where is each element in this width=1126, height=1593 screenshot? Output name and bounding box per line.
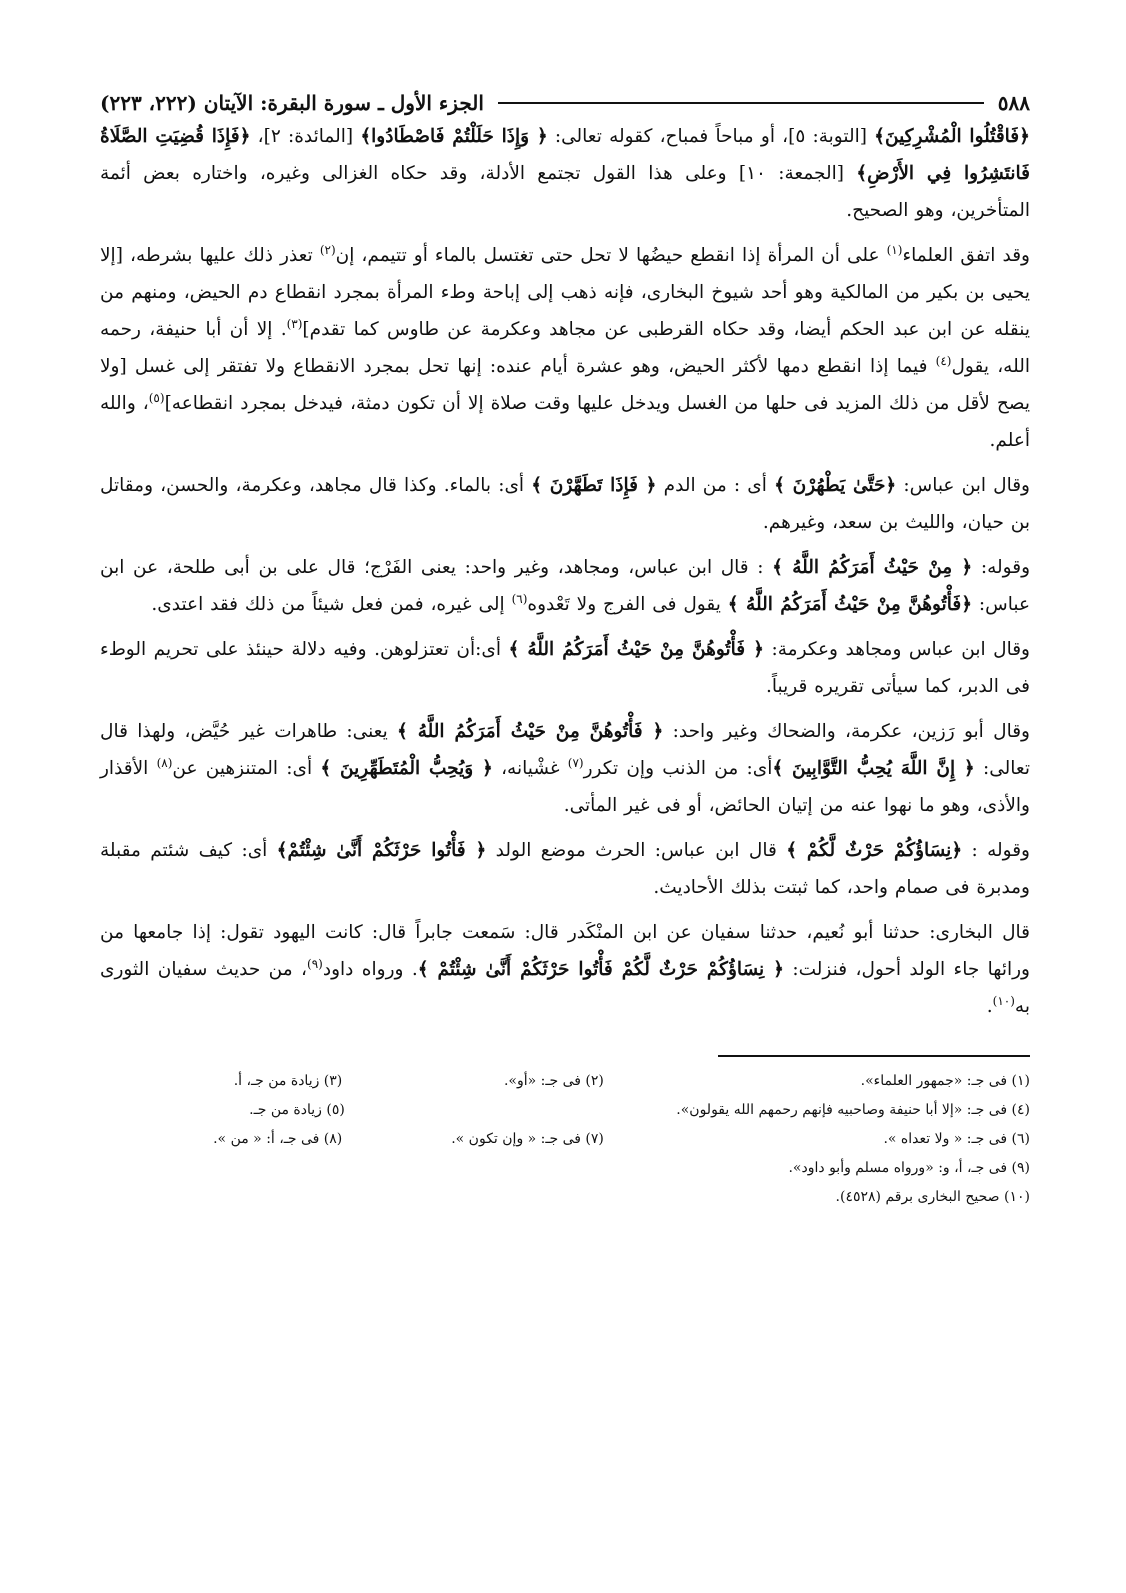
- quran-verse: ﴿حَتَّىٰ يَطْهُرْنَ ﴾: [774, 475, 897, 496]
- book-page: [100, 88, 1030, 1212]
- paragraph-8: [100, 914, 1030, 1025]
- text-run: وقال ابن عباس ومجاهد وعكرمة:: [764, 639, 1030, 660]
- paragraph-1: [100, 118, 1030, 229]
- footnote-row: [100, 1154, 1030, 1183]
- quran-verse: ﴿ مِنْ حَيْثُ أَمَرَكُمُ اللَّهُ ﴾: [772, 557, 973, 578]
- footnote-7: (٧) فى جـ: « وإن تكون ».: [451, 1131, 604, 1147]
- text-run: أى: بالماء. وكذا قال مجاهد، وعكرمة، والحسن، ومقاتل بن حيان، والليث بن سعد، وغيرهم.: [100, 475, 1030, 533]
- text-run: يعنى: طاهرات غير حُيَّض، ولهذا قال تعالى:: [100, 721, 1030, 779]
- footnote-ref: (٧): [567, 755, 584, 770]
- text-run: [الجمعة: ١٠] وعلى هذا القول تجتمع الأدلة، وقد حكاه الغزالى وغيره، واختاره بعض أئمة المتأخرين، وهو الصحيح.: [100, 163, 1030, 221]
- quran-verse: ﴿ نِسَاؤُكُمْ حَرْثٌ لَّكُمْ فَأْتُوا حَرْثَكُمْ أَنَّىٰ شِئْتُمْ ﴾: [417, 959, 784, 980]
- footnote-ref: (١): [886, 242, 903, 257]
- quran-verse: ﴿ فَأْتُوا حَرْثَكُمْ أَنَّىٰ شِئْتُمْ﴾: [276, 840, 487, 861]
- footnote-10: (١٠) صحيح البخارى برقم (٤٥٢٨).: [835, 1189, 1030, 1205]
- footnote-ref: (٦): [511, 591, 528, 606]
- footnote-9: (٩) فى جـ، أ، و: «ورواه مسلم وأبو داود».: [788, 1160, 1030, 1176]
- quran-verse: ﴿ إِنَّ اللَّهَ يُحِبُّ التَّوَّابِينَ ﴾: [772, 758, 975, 779]
- footnote-row: [100, 1125, 1030, 1154]
- footnote-3: (٣) زيادة من جـ، أ.: [233, 1073, 343, 1089]
- footnote-separator: [718, 1055, 1030, 1057]
- text-run: وقال ابن عباس:: [896, 475, 1030, 496]
- footnote-1: (١) فى جـ: «جمهور العلماء».: [860, 1073, 1030, 1089]
- text-run: ، من حديث سفيان الثورى به: [100, 959, 1030, 1017]
- footnote-ref: (١٠): [992, 993, 1015, 1008]
- text-run: [المائدة: ٢]،: [250, 126, 361, 147]
- footnote-row: [100, 1183, 1030, 1212]
- footnote-2: (٢) فى جـ: «أو».: [503, 1073, 604, 1089]
- text-run: . ورواه داود: [322, 959, 418, 980]
- footnote-4: (٤) فى جـ: «إلا أبا حنيفة وصاحبيه فإنهم رحمهم الله يقولون».: [676, 1102, 1030, 1118]
- paragraph-4: [100, 549, 1030, 623]
- text-run: أى: كيف شئتم مقبلة ومدبرة فى صمام واحد، كما ثبتت بذلك الأحاديث.: [100, 840, 1030, 898]
- text-run: فيما إذا انقطع دمها لأكثر الحيض، وهو عشرة أيام عنده: إنها تحل بمجرد الانقطاع ولا تفتقر إلى غسل [ولا يصح لأقل من ذلك المزيد فى حلها من الغسل ويدخل عليها وقت صلاة إلا أن تكون دمثة، فيدخل بمجرد انقطاعه]: [100, 356, 1030, 414]
- footnote-6: (٦) فى جـ: « ولا تعداه ».: [883, 1131, 1030, 1147]
- text-run: وقد اتفق العلماء: [902, 245, 1030, 266]
- footnote-8: (٨) فى جـ، أ: « من ».: [213, 1131, 343, 1147]
- text-run: الأقذار والأذى، وهو ما نهوا عنه من إتيان الحائض، أو فى غير المأتى.: [100, 758, 1030, 816]
- text-run: يقول فى الفرج ولا تَعْدوه: [527, 594, 728, 615]
- paragraph-5: [100, 631, 1030, 705]
- page-number: ٥٨٨: [997, 91, 1030, 115]
- text-run: : قال ابن عباس، ومجاهد، وغير واحد: يعنى الفَرْج؛ قال على بن أبى طلحة، عن ابن عباس:: [100, 557, 1030, 615]
- text-run: [التوبة: ٥]، أو مباحاً فمباح، كقوله تعالى:: [547, 126, 875, 147]
- paragraph-3: [100, 467, 1030, 541]
- text-run: وقال أبو رَزين، عكرمة، والضحاك وغير واحد:: [663, 721, 1030, 742]
- text-run: غشْيانه،: [492, 758, 568, 779]
- quran-verse: ﴿فَاقْتُلُوا الْمُشْرِكِينَ﴾: [874, 126, 1030, 147]
- paragraph-2: [100, 237, 1030, 459]
- paragraph-6: [100, 713, 1030, 824]
- footnote-ref: (٢): [319, 242, 336, 257]
- text-run: ، والله أعلم.: [100, 393, 1030, 451]
- running-header: [100, 88, 1030, 118]
- quran-verse: ﴿ فَأْتُوهُنَّ مِنْ حَيْثُ أَمَرَكُمُ اللَّهُ ﴾: [508, 639, 764, 660]
- footnote-ref: (٥): [148, 390, 165, 405]
- quran-verse: ﴿ وَإِذَا حَلَلْتُمْ فَاصْطَادُوا﴾: [360, 126, 548, 147]
- text-run: تعذر ذلك عليها بشرطه، [إلا يحيى بن بكير من المالكية وهو أحد شيوخ البخارى، فإنه ذهب إلى إباحة وطء المرأة بمجرد انقطاع دم الحيض، ومنهم من ينقله عن ابن عبد الحكم أيضا، وقد حكاه القرطبى عن مجاهد وعكرمة عن طاوس كما تقدم]: [100, 245, 1030, 340]
- text-run: قال البخارى: حدثنا أبو نُعيم، حدثنا سفيان عن ابن المنْكَدر قال: سَمعت جابراً قال: كانت اليهود تقول: إذا جامعها من ورائها جاء الولد أحول، فنزلت:: [100, 922, 1030, 980]
- quran-verse: ﴿فَأْتُوهُنَّ مِنْ حَيْثُ أَمَرَكُمُ اللَّهُ ﴾: [727, 594, 973, 615]
- footnote-ref: (٨): [156, 755, 173, 770]
- footnote-row: [100, 1096, 1030, 1125]
- footnotes: [100, 1067, 1030, 1212]
- quran-verse: ﴿ وَيُحِبُّ الْمُتَطَهِّرِينَ ﴾: [320, 758, 493, 779]
- footnote-ref: (٣): [286, 316, 303, 331]
- text-run: إلى غيره، فمن فعل شيئاً من ذلك فقد اعتدى.: [151, 594, 512, 615]
- text-run: وقوله :: [962, 840, 1030, 861]
- footnote-5: (٥) زيادة من جـ.: [249, 1102, 345, 1118]
- footnote-ref: (٩): [307, 956, 323, 971]
- quran-verse: ﴿فَإِذَا قُضِيَتِ الصَّلَاةُ فَانتَشِرُوا فِي الأَرْضِ﴾: [100, 126, 1030, 184]
- text-run: . إلا أن أبا حنيفة، رحمه الله، يقول: [100, 319, 1030, 377]
- text-run: قال ابن عباس: الحرث موضع الولد: [486, 840, 787, 861]
- text-run: .: [986, 996, 993, 1017]
- quran-verse: ﴿ فَأْتُوهُنَّ مِنْ حَيْثُ أَمَرَكُمُ اللَّهُ ﴾: [397, 721, 664, 742]
- text-run: أى: المتنزهين عن: [172, 758, 321, 779]
- header-rule: [498, 102, 984, 104]
- quran-verse: ﴿نِسَاؤُكُمْ حَرْثٌ لَّكُمْ ﴾: [786, 840, 963, 861]
- text-run: وقوله:: [972, 557, 1030, 578]
- text-run: أى : من الدم: [656, 475, 775, 496]
- chapter-title: الجزء الأول ـ سورة البقرة: الآيتان (٢٢٢، ٢٢٣): [100, 91, 484, 115]
- footnote-row: [100, 1067, 1030, 1096]
- footnote-ref: (٤): [935, 353, 952, 368]
- text-run: أى: من الذنب وإن تكرر: [583, 758, 773, 779]
- text-run: على أن المرأة إذا انقطع حيضُها لا تحل حتى تغتسل بالماء أو تتيمم، إن: [335, 245, 887, 266]
- quran-verse: ﴿ فَإِذَا تَطَهَّرْنَ ﴾: [531, 475, 657, 496]
- text-run: أى:أن تعتزلوهن. وفيه دلالة حينئذ على تحريم الوطء فى الدبر، كما سيأتى تقريره قريباً.: [100, 639, 1030, 697]
- paragraph-7: [100, 832, 1030, 906]
